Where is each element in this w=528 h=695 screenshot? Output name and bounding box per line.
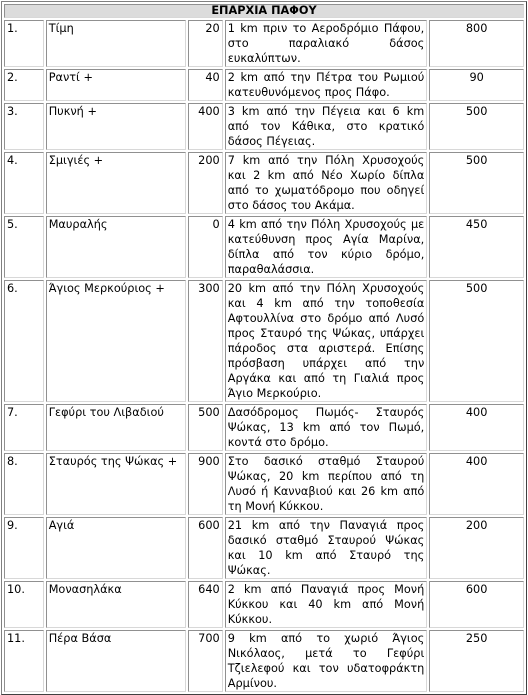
- row-number: 7.: [4, 404, 44, 451]
- row-number: 4.: [4, 152, 44, 214]
- altitude: 40: [188, 69, 223, 101]
- table-row: [4, 103, 524, 150]
- altitude: 500: [188, 404, 223, 451]
- capacity: 400: [429, 453, 524, 515]
- capacity: 500: [429, 152, 524, 214]
- site-name: Μονασηλάκα: [46, 581, 186, 628]
- row-number: 5.: [4, 216, 44, 278]
- row-number: 9.: [4, 517, 44, 579]
- altitude: 700: [188, 630, 223, 692]
- table-row: [4, 581, 524, 628]
- location-description: 3 km από την Πέγεια και 6 km από τον Κάθικα, στο κρατικό δάσος Πέγειας.: [225, 103, 428, 150]
- site-name: Πέρα Βάσα: [46, 630, 186, 692]
- table-row: [4, 280, 524, 402]
- capacity: 90: [429, 69, 524, 101]
- site-name: Ραντί +: [46, 69, 186, 101]
- row-number: 3.: [4, 103, 44, 150]
- table-row: [4, 69, 524, 101]
- altitude: 20: [188, 20, 223, 67]
- site-name: Σμιγιές +: [46, 152, 186, 214]
- site-name: Αγιά: [46, 517, 186, 579]
- location-description: Στο δασικό σταθμό Σταυρού Ψώκας, 20 km περίπου από τη Λυσό ή Κανναβιού και 26 km από τη Μονή Κύκκου.: [225, 453, 428, 515]
- location-description: 1 km πριν το Αεροδρόμιο Πάφου, στο παραλιακό δάσος ευκαλύπτων.: [225, 20, 428, 67]
- capacity: 500: [429, 103, 524, 150]
- table-row: [4, 404, 524, 451]
- capacity: 600: [429, 581, 524, 628]
- campsites-table: [1, 1, 527, 695]
- table-row: [4, 453, 524, 515]
- table-row: [4, 517, 524, 579]
- location-description: Δασόδρομος Πωμός- Σταυρός Ψώκας, 13 km από τον Πωμό, κοντά στο δρόμο.: [225, 404, 428, 451]
- table-row: [4, 216, 524, 278]
- capacity: 200: [429, 517, 524, 579]
- altitude: 600: [188, 517, 223, 579]
- altitude: 400: [188, 103, 223, 150]
- altitude: 0: [188, 216, 223, 278]
- altitude: 900: [188, 453, 223, 515]
- region-heading: ΕΠΑΡΧΙΑ ΠΑΦΟΥ: [4, 4, 524, 18]
- site-name: Γεφύρι του Λιβαδιού: [46, 404, 186, 451]
- table-row: [4, 630, 524, 692]
- altitude: 300: [188, 280, 223, 402]
- capacity: 400: [429, 404, 524, 451]
- table-row: [4, 152, 524, 214]
- location-description: 7 km από την Πόλη Χρυσοχούς και 2 km από Νέο Χωρίο δίπλα από το χωματόδρομο που οδηγεί στο δάσος του Ακάμα.: [225, 152, 428, 214]
- site-name: Άγιος Μερκούριος +: [46, 280, 186, 402]
- row-number: 6.: [4, 280, 44, 402]
- site-name: Μαυραλής: [46, 216, 186, 278]
- row-number: 2.: [4, 69, 44, 101]
- capacity: 500: [429, 280, 524, 402]
- row-number: 10.: [4, 581, 44, 628]
- capacity: 800: [429, 20, 524, 67]
- page: [1, 1, 527, 695]
- table-body: [4, 4, 524, 692]
- location-description: 2 km από Παναγιά προς Μονή Κύκκου και 40 km από Μονή Κύκκου.: [225, 581, 428, 628]
- row-number: 11.: [4, 630, 44, 692]
- altitude: 200: [188, 152, 223, 214]
- site-name: Πυκνή +: [46, 103, 186, 150]
- location-description: 4 km από την Πόλη Χρυσοχούς με κατεύθυνση προς Αγία Μαρίνα, δίπλα από τον κύριο δρόμο, παραθαλάσσια.: [225, 216, 428, 278]
- location-description: 21 km από την Παναγιά προς δασικό σταθμό Σταυρού Ψώκας και 10 km από Σταυρό της Ψώκας.: [225, 517, 428, 579]
- capacity: 250: [429, 630, 524, 692]
- location-description: 9 km από το χωριό Άγιος Νικόλαος, μετά το Γεφύρι Τζιελεφού και τον υδατοφράκτη Αρμίνου.: [225, 630, 428, 692]
- table-row: [4, 20, 524, 67]
- location-description: 20 km από την Πόλη Χρυσοχούς και 4 km από την τοποθεσία Αφτουλλίνα στο δρόμο από Λυσό προς Σταυρό της Ψώκας, υπάρχει πάροδος στα αριστερά. Επίσης πρόσβαση υπάρχει από την Αργάκα και από τη Γιαλιά προς Άγιο Μερκούριο.: [225, 280, 428, 402]
- altitude: 640: [188, 581, 223, 628]
- row-number: 1.: [4, 20, 44, 67]
- site-name: Σταυρός της Ψώκας +: [46, 453, 186, 515]
- site-name: Τίμη: [46, 20, 186, 67]
- row-number: 8.: [4, 453, 44, 515]
- capacity: 450: [429, 216, 524, 278]
- header-row: [4, 4, 524, 18]
- location-description: 2 km από την Πέτρα του Ρωμιού κατευθυνόμενος προς Πάφο.: [225, 69, 428, 101]
